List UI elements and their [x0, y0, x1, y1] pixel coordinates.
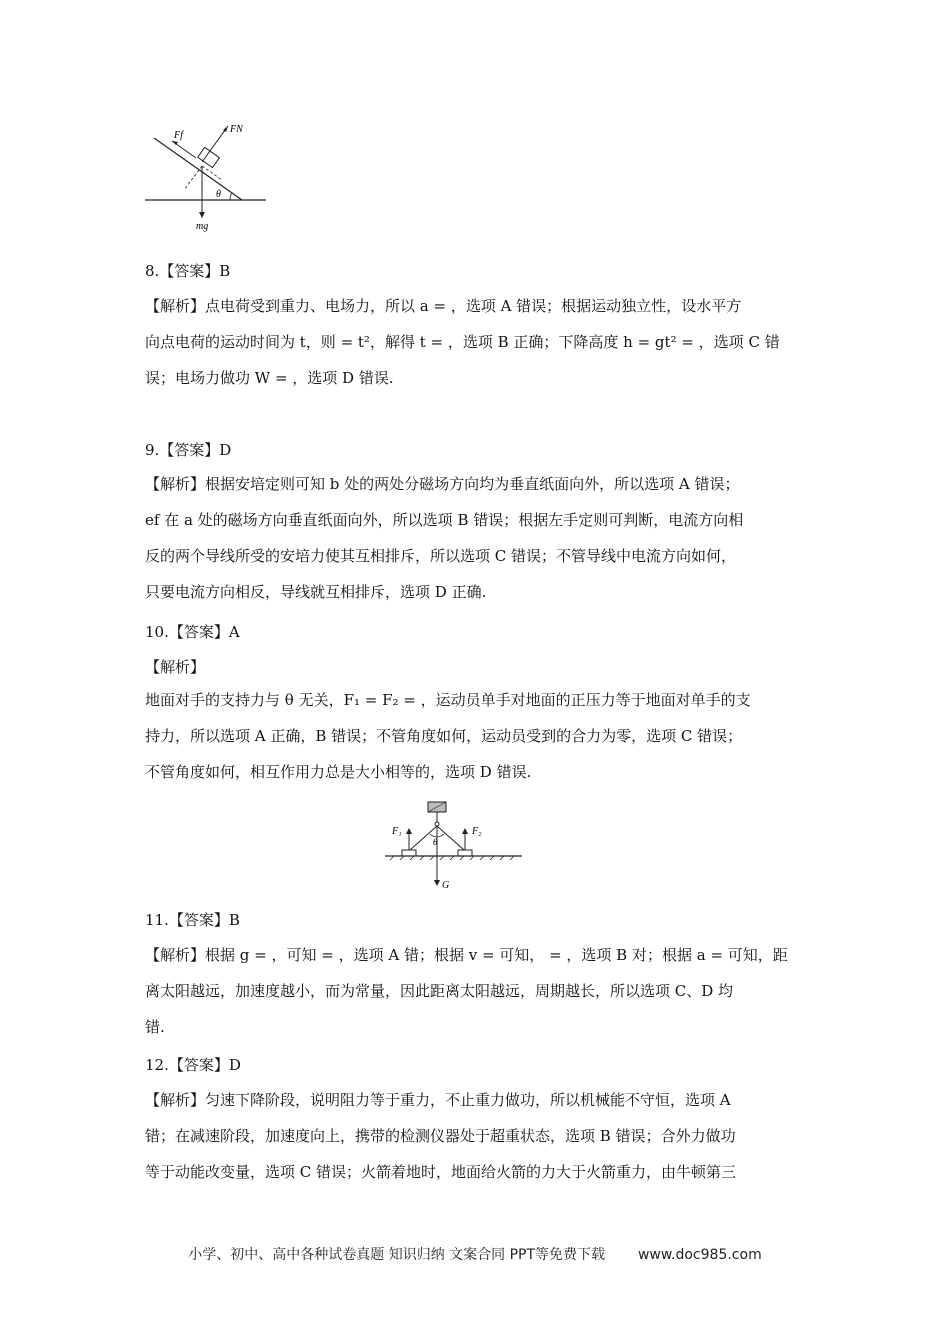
q9-analysis: [145, 466, 810, 610]
footer-url[interactable]: www.doc985.com: [637, 1247, 762, 1263]
q9-line: 反的两个导线所受的安培力使其互相排斥，所以选项 C 错误；不管导线中电流方向如何，: [145, 547, 737, 565]
q8-analysis: [145, 288, 810, 396]
label-g: G: [442, 880, 450, 891]
q9-line: 【解析】根据安培定则可知 b 处的两处分磁场方向均为垂直纸面向外，所以选项 A 错误；: [145, 475, 740, 493]
q8-line: 误；电场力做功 W = ，选项 D 错误.: [145, 369, 394, 387]
incline-force-diagram: [140, 118, 270, 233]
label-mg: mg: [196, 221, 209, 232]
label-theta: θ: [216, 189, 221, 200]
label-f1: F₁: [392, 826, 402, 837]
label-ff: Ff: [174, 130, 183, 141]
q9-line: ef 在 a 处的磁场方向垂直纸面向外，所以选项 B 错误；根据左手定则可判断，电流方向相: [145, 511, 744, 529]
label-theta: θ: [433, 837, 438, 847]
q9-answer: 9.【答案】D: [145, 441, 232, 459]
q8-answer: 8.【答案】B: [145, 262, 231, 280]
footer: [0, 1244, 950, 1264]
q10-analysis: [145, 682, 810, 790]
q9-line: 只要电流方向相反，导线就互相排斥，选项 D 正确.: [145, 583, 487, 601]
q12-answer: 12.【答案】D: [145, 1056, 241, 1074]
q11-line: 错.: [145, 1018, 165, 1036]
label-f2: F₂: [472, 826, 482, 837]
q8-line: 【解析】点电荷受到重力、电场力，所以 a = ，选项 A 错误；根据运动独立性，设水平方: [145, 297, 742, 315]
q8-line: 向点电荷的运动时间为 t，则 = t²，解得 t = ，选项 B 正确；下降高度 h = gt² = ，选项 C 错: [145, 333, 780, 351]
q11-answer: 11.【答案】B: [145, 911, 240, 929]
handstand-force-diagram: [380, 798, 530, 894]
q12-line: 【解析】匀速下降阶段，说明阻力等于重力，不止重力做功，所以机械能不守恒，选项 A: [145, 1091, 731, 1109]
q12-line: 等于动能改变量，选项 C 错误；火箭着地时，地面给火箭的力大于火箭重力，由牛顿第三: [145, 1163, 737, 1181]
q11-line: 【解析】根据 g = ，可知 = ，选项 A 错；根据 v = 可知， = ，选项 B 对；根据 a = 可知，距: [145, 946, 788, 964]
q10-analysis-label: 【解析】: [145, 658, 206, 676]
q12-analysis: [145, 1082, 810, 1190]
q11-analysis: [145, 937, 810, 1045]
q10-line: 地面对手的支持力与 θ 无关，F₁ = F₂ = ，运动员单手对地面的正压力等于地面对单手的支: [145, 691, 751, 709]
q10-line: 持力，所以选项 A 正确，B 错误；不管角度如何，运动员受到的合力为零，选项 C 错误；: [145, 727, 743, 745]
q10-answer: 10.【答案】A: [145, 623, 240, 641]
label-fn: FN: [230, 124, 243, 135]
q10-line: 不管角度如何，相互作用力总是大小相等的，选项 D 错误.: [145, 763, 532, 781]
q12-line: 错；在减速阶段，加速度向上，携带的检测仪器处于超重状态，选项 B 错误；合外力做功: [145, 1127, 736, 1145]
q11-line: 离太阳越远，加速度越小，而为常量，因此距离太阳越远，周期越长，所以选项 C、D 均: [145, 982, 734, 1000]
footer-text: 小学、初中、高中各种试卷真题 知识归纳 文案合同 PPT等免费下载: [188, 1247, 606, 1263]
